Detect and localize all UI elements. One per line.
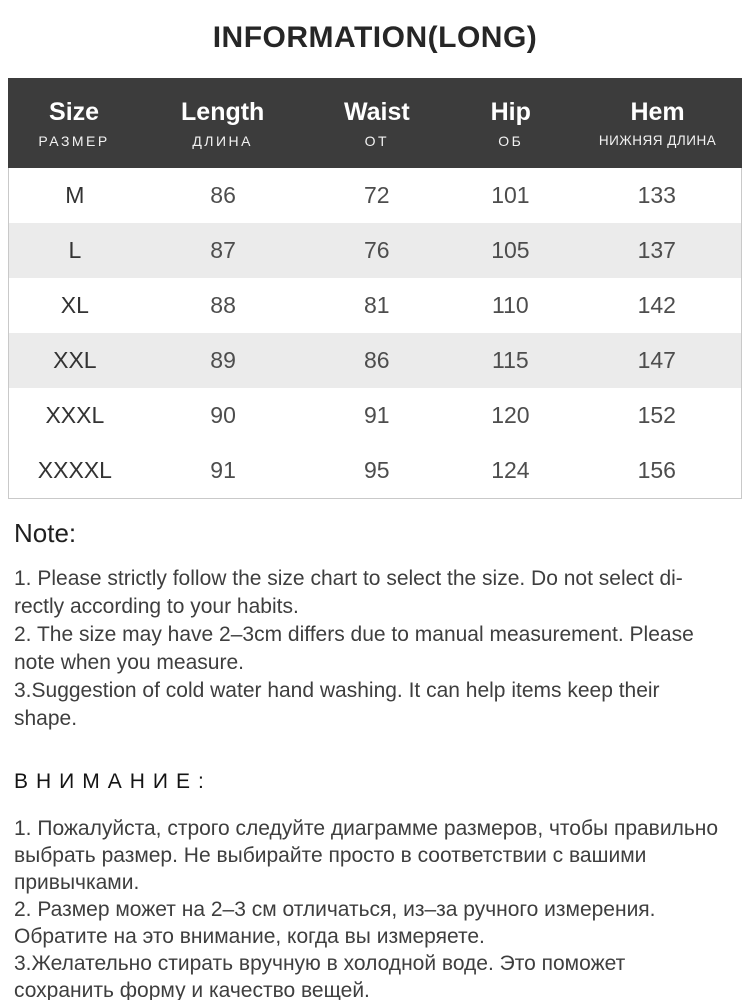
attention-line: 3.Желательно стирать вручную в холодной воде. Это поможет	[14, 952, 626, 975]
column-header-hem-en: Hem	[630, 98, 685, 126]
cell-hem: 137	[637, 237, 676, 263]
table-row	[9, 168, 741, 223]
cell-hip: 115	[492, 347, 529, 373]
table-row	[9, 278, 741, 333]
table-row	[9, 223, 741, 278]
column-header-hem-ru: НИЖНЯЯ ДЛИНА	[598, 133, 717, 148]
attention-line: 2. Размер может на 2–3 см отличаться, из–за ручного измерения.	[14, 898, 656, 921]
cell-length: 86	[210, 182, 236, 208]
cell-hem: 152	[637, 402, 676, 428]
note-line: rectly according to your habits.	[14, 595, 299, 618]
note-line: 1. Please strictly follow the size chart to select the size. Do not select di-	[14, 567, 683, 590]
cell-hip: 120	[491, 402, 530, 428]
cell-hem: 133	[637, 182, 676, 208]
attention-line: привычками.	[14, 871, 140, 894]
table-row	[9, 388, 741, 443]
cell-length: 89	[210, 347, 236, 373]
attention-line: выбрать размер. Не выбирайте просто в соответствии с вашими	[14, 844, 647, 867]
cell-size: XXL	[53, 347, 97, 373]
table-body	[8, 168, 742, 499]
column-header-hip	[448, 78, 573, 168]
table-header-row	[8, 78, 742, 168]
note-line: 3.Suggestion of cold water hand washing. It can help items keep their	[14, 679, 660, 702]
cell-hem: 142	[637, 292, 676, 318]
column-header-waist	[305, 78, 448, 168]
cell-hip: 110	[492, 292, 529, 318]
cell-waist: 91	[364, 402, 390, 428]
attention-line: 1. Пожалуйста, строго следуйте диаграмме размеров, чтобы правильно	[14, 817, 719, 840]
table-row	[9, 333, 741, 388]
cell-hip: 101	[491, 182, 530, 208]
attention-line: Обратите на это внимание, когда вы измеряете.	[14, 925, 485, 948]
cell-hem: 147	[637, 347, 676, 373]
cell-hip: 105	[491, 237, 530, 263]
column-header-size-en: Size	[49, 97, 100, 126]
attention-section	[14, 769, 736, 1000]
table-row	[9, 443, 741, 498]
cell-length: 87	[210, 237, 236, 263]
column-header-waist-en: Waist	[343, 97, 410, 126]
page-title: INFORMATION(LONG)	[212, 21, 538, 54]
cell-size: L	[68, 237, 82, 263]
column-header-length-en: Length	[181, 97, 265, 126]
cell-waist: 81	[364, 292, 390, 318]
cell-length: 91	[210, 457, 236, 483]
cell-length: 90	[210, 402, 236, 428]
attention-heading: ВНИМАНИЕ:	[14, 770, 212, 793]
column-header-hip-ru: ОБ	[498, 132, 524, 149]
note-paragraph	[14, 565, 736, 733]
column-header-length	[140, 78, 305, 168]
column-header-size-ru: РАЗМЕР	[38, 132, 110, 149]
cell-hem: 156	[637, 457, 676, 483]
cell-hip: 124	[491, 457, 530, 483]
cell-waist: 86	[364, 347, 390, 373]
cell-waist: 95	[364, 457, 390, 483]
cell-size: M	[65, 182, 85, 208]
column-header-length-ru: ДЛИНА	[192, 132, 254, 149]
cell-waist: 72	[364, 182, 390, 208]
column-header-hip-en: Hip	[490, 97, 531, 126]
attention-line: сохранить форму и качество вещей.	[14, 979, 370, 1000]
size-chart-table	[8, 78, 742, 499]
note-line: note when you measure.	[14, 651, 244, 674]
note-section	[14, 517, 736, 733]
note-line: 2. The size may have 2–3cm differs due to manual measurement. Please	[14, 623, 694, 646]
column-header-size	[8, 78, 140, 168]
attention-paragraph	[14, 815, 736, 1000]
note-heading: Note:	[14, 518, 77, 548]
column-header-hem	[573, 78, 742, 168]
cell-waist: 76	[364, 237, 390, 263]
cell-size: XL	[60, 292, 89, 318]
cell-size: XXXXL	[37, 457, 112, 483]
cell-size: XXXL	[45, 402, 105, 428]
cell-length: 88	[210, 292, 236, 318]
note-line: shape.	[14, 707, 78, 730]
column-header-waist-ru: ОТ	[364, 132, 390, 149]
